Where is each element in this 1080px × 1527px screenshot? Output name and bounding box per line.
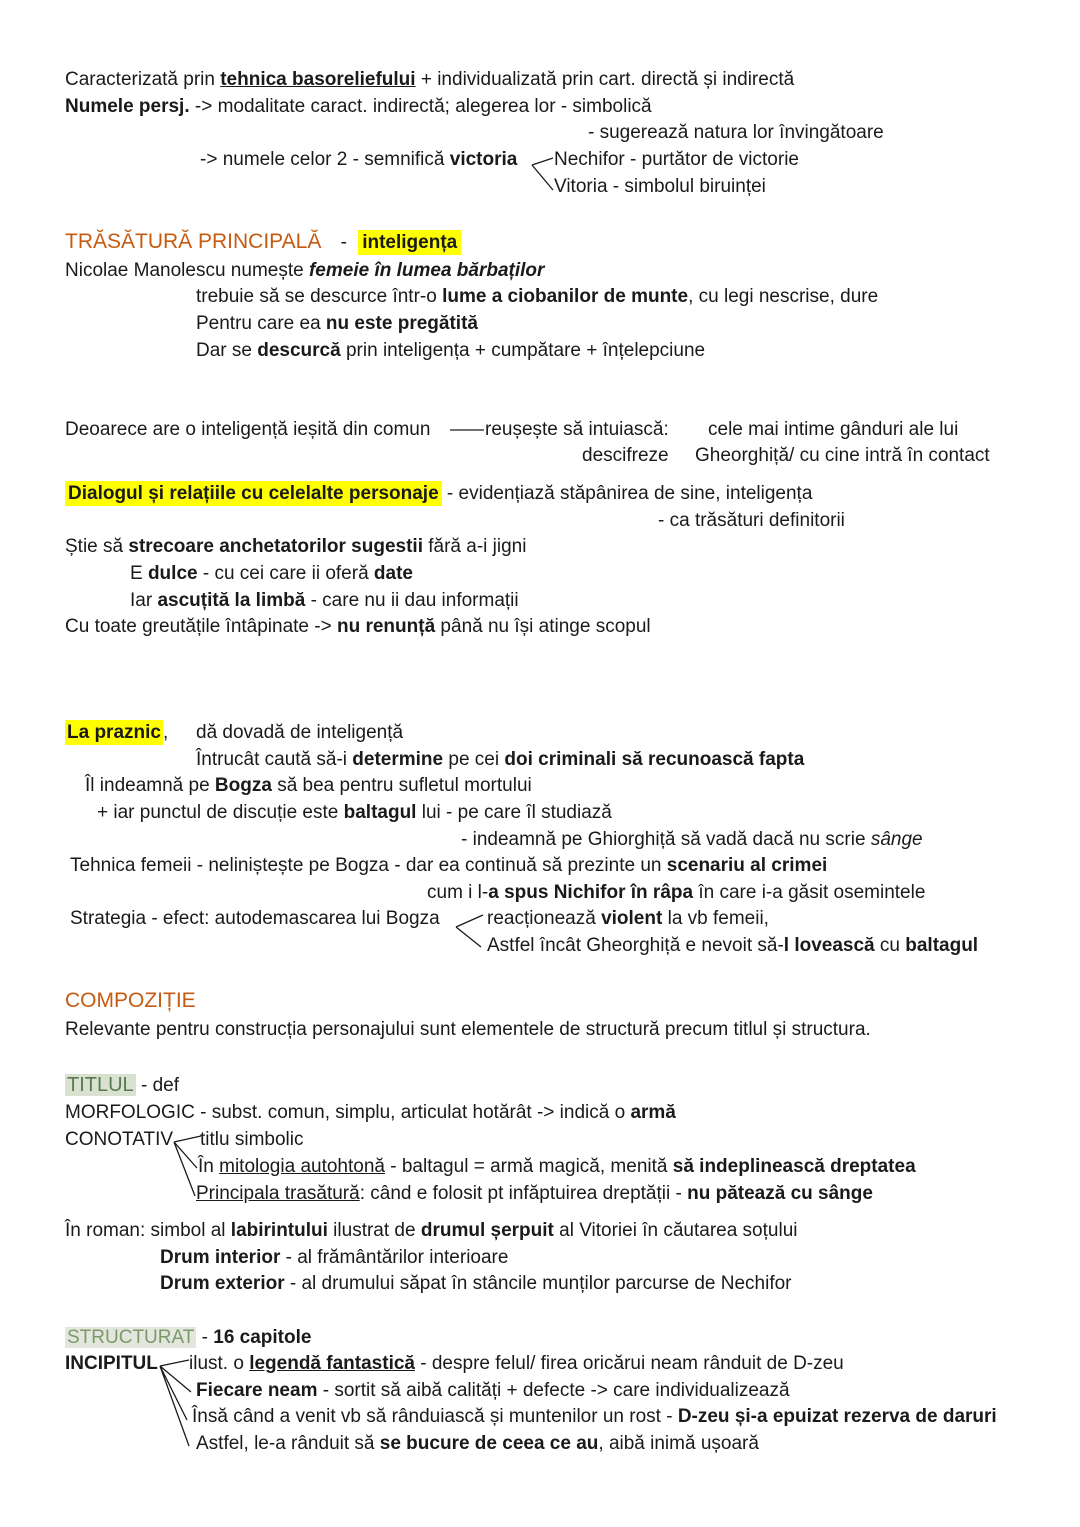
line-structurat: STRUCTURAT - 16 capitole	[67, 1327, 312, 1348]
line-stie-sa: Știe să strecoare anchetatorilor sugestii fără a-i jigni	[65, 536, 527, 557]
line-drum-interior: Drum interior - al frământărilor interioare	[160, 1247, 509, 1268]
line-gheorghita-contact: Gheorghiță/ cu cine intră în contact	[695, 445, 990, 466]
connector-line	[450, 428, 486, 432]
line-reactioneaza: reacționează violent la vb femeii,	[487, 908, 769, 929]
line-ilust-legenda: ilust. o legendă fantastică - despre felul/ firea oricărui neam rânduit de D-zeu	[189, 1353, 844, 1374]
line-iar-ascutita: Iar ascuțită la limbă - care nu ii dau informații	[130, 590, 519, 611]
branch-arrow-incipitul	[159, 1358, 193, 1450]
praznic-highlight: La praznic	[67, 722, 161, 743]
line-manolescu: Nicolae Manolescu numește femeie în lumea bărbaților	[65, 260, 545, 281]
line-intrucat: Întrucât caută să-i determine pe cei doi criminali să recunoască fapta	[196, 749, 805, 770]
line-punctul-discutie: + iar punctul de discuție este baltagul lui - pe care îl studiază	[97, 802, 612, 823]
line-e-dulce: E dulce - cu cei care ii oferă date	[130, 563, 413, 584]
line-astfel-le-a: Astfel, le-a rânduit să se bucure de ceea ce au, aibă inimă ușoară	[196, 1433, 759, 1454]
line-conotativ: CONOTATIV	[65, 1129, 174, 1150]
line-caracterizata: Caracterizată prin tehnica basoreliefului + individualizată prin cart. directă și indirectă	[65, 69, 795, 90]
line-deoarece: Deoarece are o inteligență ieșită din comun	[65, 419, 431, 440]
line-drum-exterior: Drum exterior - al drumului săpat în stâncile munților parcurse de Nechifor	[160, 1273, 792, 1294]
structurat-highlight: STRUCTURAT	[67, 1327, 195, 1348]
line-tehnica-femeii: Tehnica femeii - neliniștește pe Bogza - dar ea continuă să prezinte un scenariu al crimei	[70, 855, 828, 876]
line-vitoria: Vitoria - simbolul biruinței	[554, 176, 766, 197]
line-numele: Numele persj. -> modalitate caract. indirectă; alegerea lor - simbolică	[65, 96, 652, 117]
line-pentru-care: Pentru care ea nu este pregătită	[196, 313, 478, 334]
basorelief-term: tehnica basoreliefului	[220, 69, 416, 90]
line-dialogul: Dialogul și relațiile cu celelalte personaje - evidențiază stăpânirea de sine, inteligența	[65, 482, 812, 506]
line-cu-toate: Cu toate greutățile întâpinate -> nu renunță până nu își atinge scopul	[65, 616, 651, 637]
line-il-indeamna: Îl indeamnă pe Bogza să bea pentru sufletul mortului	[85, 775, 532, 796]
line-astfel-incat: Astfel încât Gheorghiță e nevoit să-l lovească cu baltagul	[487, 935, 979, 956]
line-da-dovada: dă dovadă de inteligență	[196, 722, 404, 743]
line-titlu-simbolic: titlu simbolic	[200, 1129, 304, 1150]
line-reuseste: reușește să intuiască:	[485, 419, 669, 440]
line-insa-cand: Însă când a venit vb să rânduiască și muntenilor un rost - D-zeu și-a epuizat rezerva de daruri	[192, 1406, 997, 1427]
line-titlul: TITLUL - def	[67, 1074, 179, 1096]
line-principala-trasatura: Principala trasătură: când e folosit pt infăptuirea dreptății - nu pătează cu sânge	[196, 1183, 873, 1204]
branch-arrow-strategia	[455, 913, 487, 949]
line-sugereaza: - sugerează natura lor învingătoare	[588, 122, 884, 143]
heading-trasatura-principala: TRĂSĂTURĂ PRINCIPALĂ - inteligența	[65, 228, 461, 257]
titlul-highlight: TITLUL	[67, 1074, 134, 1096]
line-numele-celor: -> numele celor 2 - semnifică victoria	[200, 149, 518, 170]
line-in-roman: În roman: simbol al labirintului ilustrat de drumul șerpuit al Vitoriei în căutarea soțului	[65, 1220, 798, 1241]
line-indeamna-ghiorghita: - indeamnă pe Ghiorghiță să vadă dacă nu scrie sânge	[461, 829, 923, 850]
line-incipitul: INCIPITUL	[65, 1353, 158, 1374]
line-trebuie: trebuie să se descurce într-o lume a ciobanilor de munte, cu legi nescrise, dure	[196, 286, 879, 307]
line-cum-i-l-a-spus: cum i l-a spus Nichifor în râpa în care i-a găsit osemintele	[427, 882, 926, 903]
line-la-praznic: La praznic ,	[67, 722, 169, 743]
line-dar-se: Dar se descurcă prin inteligența + cumpătare + înțelepciune	[196, 340, 706, 361]
branch-arrow-victoria	[531, 156, 555, 192]
dialogul-highlight: Dialogul și relațiile cu celelalte personaje	[65, 481, 442, 506]
line-cele-mai-intime: cele mai intime gânduri ale lui	[708, 419, 959, 440]
line-morfologic: MORFOLOGIC - subst. comun, simplu, articulat hotărât -> indică o armă	[65, 1102, 676, 1123]
line-nechifor: Nechifor - purtător de victorie	[554, 149, 799, 170]
line-relevante: Relevante pentru construcția personajului sunt elementele de structură precum titlul și structura.	[65, 1019, 871, 1040]
line-descifreze: descifreze	[582, 445, 669, 466]
heading-compozitie: COMPOZIȚIE	[65, 989, 196, 1012]
line-strategia: Strategia - efect: autodemascarea lui Bogza	[70, 908, 440, 929]
line-mitologia: În mitologia autohtonă - baltagul = armă magică, menită să indeplinească dreptatea	[198, 1156, 916, 1177]
line-fiecare-neam: Fiecare neam - sortit să aibă calități + defecte -> care individualizează	[196, 1380, 790, 1401]
inteligenta-highlight: inteligența	[358, 230, 461, 255]
line-ca-trasaturi: - ca trăsături definitorii	[658, 510, 845, 531]
